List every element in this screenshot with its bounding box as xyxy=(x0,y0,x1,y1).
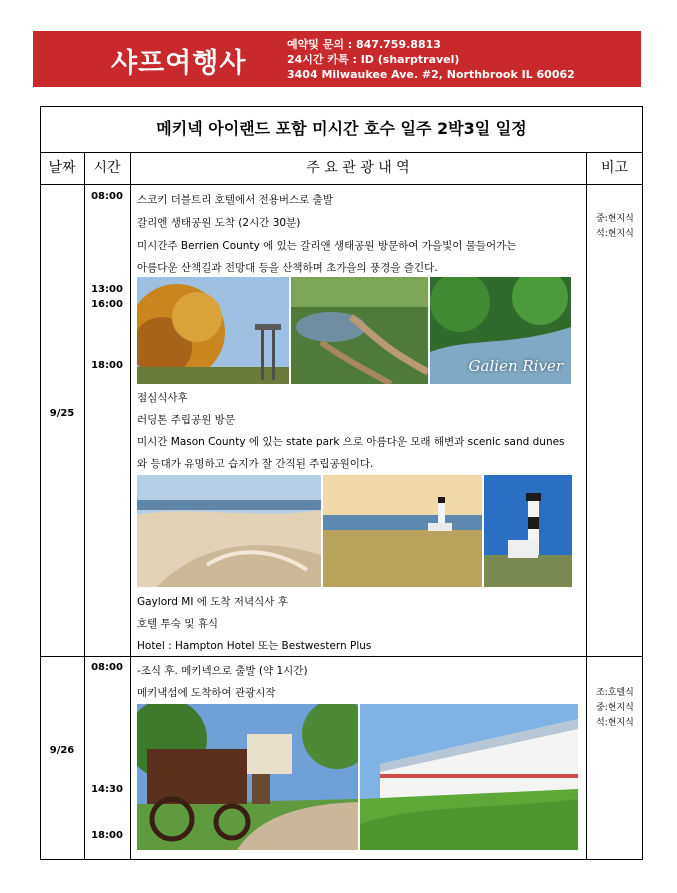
itinerary-line: Hotel : Hampton Hotel 또는 Bestwestern Plus xyxy=(137,640,372,652)
galien-river-photo xyxy=(430,277,571,384)
divider xyxy=(130,152,131,860)
column-header-notes: 비고 xyxy=(600,160,629,176)
itinerary-line: 갈리엔 생태공원 도착 (2시간 30분) xyxy=(137,217,301,229)
itinerary-line: 아름다운 산책길과 전망대 등을 산책하며 초가을의 풍경을 즐긴다. xyxy=(137,262,438,274)
meal-note: 석:현지식 xyxy=(596,229,634,239)
column-header-itinerary: 주 요 관 광 내 역 xyxy=(306,160,410,176)
boardwalk-photo xyxy=(291,277,428,384)
itinerary-line: -조식 후. 메키넥으로 출발 (약 1시간) xyxy=(137,665,308,677)
column-header-date: 날짜 xyxy=(48,160,76,176)
sand-dunes-photo xyxy=(137,475,321,587)
itinerary-line: 호텔 투숙 및 휴식 xyxy=(137,618,219,630)
itinerary-line: 스코키 더블트리 호텔에서 전용버스로 출발 xyxy=(137,194,333,206)
contact-info xyxy=(287,37,575,82)
itinerary-line: 미시간주 Berrien County 에 있는 갈리앤 생태공원 방문하여 가을빛이 물들어가는 xyxy=(137,240,517,252)
meal-note: 조:호텔식 xyxy=(596,688,634,698)
day-date: 9/26 xyxy=(49,745,75,756)
time-slot: 16:00 xyxy=(91,299,123,310)
horse-carriage-photo xyxy=(137,704,358,850)
itinerary-line: Gaylord MI 에 도착 저녁식사 후 xyxy=(137,596,288,608)
schedule-title: 메키넥 아이랜드 포함 미시간 호수 일주 2박3일 일정 xyxy=(156,119,527,138)
header-banner xyxy=(33,31,641,87)
meal-notes xyxy=(596,686,634,731)
meal-note: 중:현지식 xyxy=(596,214,634,224)
column-header-time: 시간 xyxy=(93,160,121,176)
contact-kakao: 24시간 카톡 : ID (sharptravel) xyxy=(287,53,460,66)
meal-note: 석:현지식 xyxy=(596,718,634,728)
divider xyxy=(586,152,587,860)
meal-notes xyxy=(596,212,634,242)
divider xyxy=(84,152,85,860)
time-slot: 14:30 xyxy=(91,784,123,795)
photo-caption: Galien River xyxy=(468,357,563,375)
grand-hotel-photo xyxy=(360,704,578,850)
itinerary-line: 미시간 Mason County 에 있는 state park 으로 아름다운 모래 해변과 scenic sand dunes xyxy=(137,436,565,448)
company-logo: 샤프여행사 xyxy=(111,48,247,79)
time-slot: 08:00 xyxy=(91,662,123,673)
time-slot: 18:00 xyxy=(91,830,123,841)
meal-note: 중:현지식 xyxy=(596,703,634,713)
lighthouse-photo xyxy=(484,475,572,587)
day-date: 9/25 xyxy=(49,408,75,419)
contact-phone: 예약및 문의 : 847.759.8813 xyxy=(287,38,441,51)
time-slot: 18:00 xyxy=(91,360,123,371)
autumn-tree-lookout-photo xyxy=(137,277,289,384)
contact-address: 3404 Milwaukee Ave. #2, Northbrook IL 60062 xyxy=(287,68,575,81)
itinerary-line: 와 등대가 유명하고 습지가 잘 간직된 주립공원이다. xyxy=(137,458,374,470)
lighthouse-sunset-photo xyxy=(323,475,482,587)
itinerary-line: 메키낵섬에 도착하여 관광시작 xyxy=(137,687,276,699)
time-slot: 13:00 xyxy=(91,284,123,295)
itinerary-line: 러딩톤 주립공원 방문 xyxy=(137,414,235,426)
time-slot: 08:00 xyxy=(91,191,123,202)
itinerary-line: 점심식사후 xyxy=(137,392,188,404)
